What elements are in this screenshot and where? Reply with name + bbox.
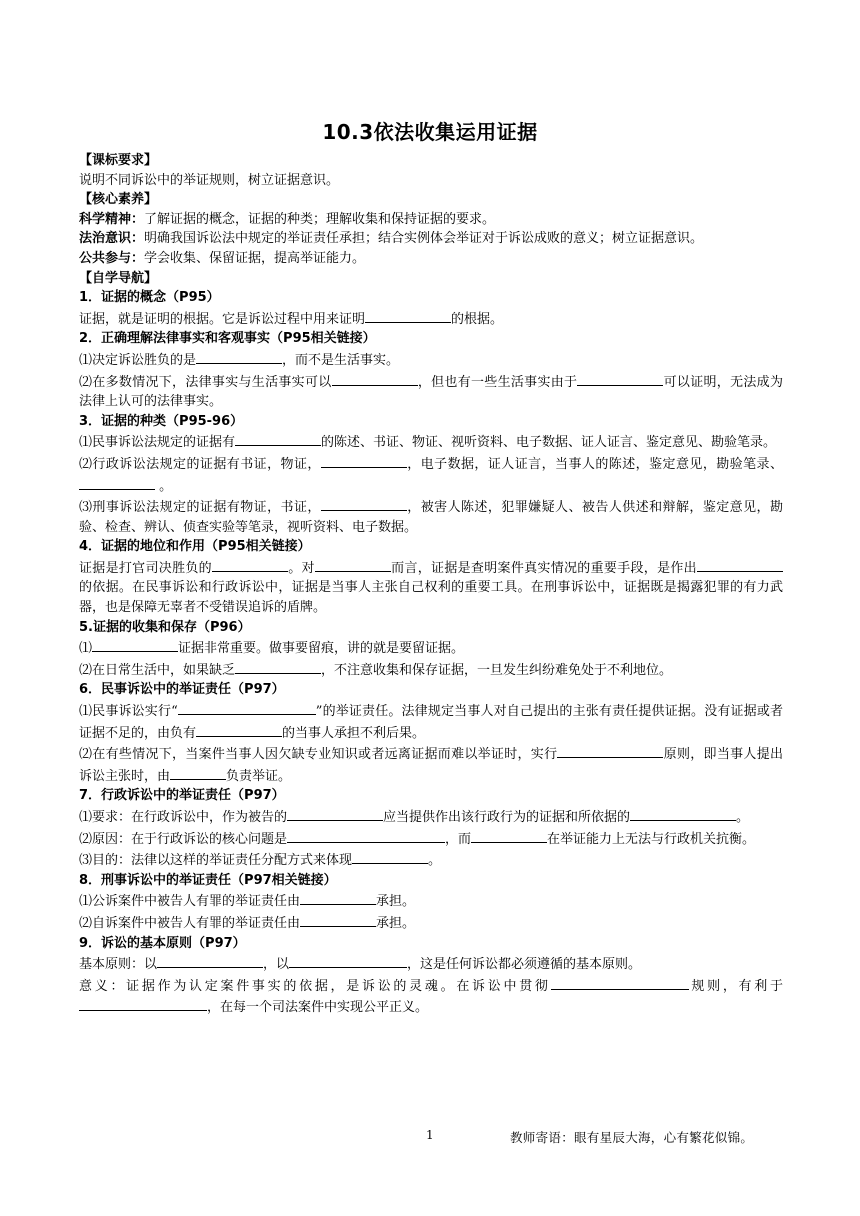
section-7-item-1 <box>79 806 783 828</box>
section-2-item-2 <box>79 371 783 412</box>
text-fragment: ⑴民事诉讼法规定的证据有 <box>79 435 236 451</box>
text-fragment: 。 <box>428 853 442 869</box>
text-fragment: 的根据。 <box>451 311 504 327</box>
section-5-title: 5.证据的收集和保存（P96） <box>79 619 251 635</box>
fill-blank[interactable] <box>157 953 263 968</box>
section-5-item-2 <box>79 659 783 681</box>
text-fragment: 负责举证。 <box>226 768 292 784</box>
page-title: 10.3依法收集运用证据 <box>322 120 538 144</box>
text-fragment: ⑴决定诉讼胜负的是 <box>79 352 197 368</box>
text-fragment: 原则，即当事人提出诉讼主张时，由 <box>79 747 783 784</box>
text-fragment: ⑴民事诉讼实行“ <box>79 704 178 720</box>
fill-blank[interactable] <box>315 557 391 572</box>
fill-blank[interactable] <box>79 475 155 490</box>
fill-blank[interactable] <box>697 557 783 572</box>
section-2-item-1 <box>79 349 783 371</box>
text-fragment: 证据，就是证明的根据。它是诉讼过程中用来证明 <box>79 311 366 327</box>
section-8-item-2 <box>79 912 783 934</box>
text-fragment: 规则，有利于 <box>688 978 783 994</box>
section-6-item-2 <box>79 743 783 786</box>
fill-blank[interactable] <box>289 953 407 968</box>
fill-blank[interactable] <box>300 912 376 927</box>
ggcy-text: 学会收集、保留证据，提高举证能力。 <box>144 250 366 266</box>
text-fragment: ⑵原因：在于行政诉讼的核心问题是 <box>79 831 288 847</box>
text-fragment: ⑵在日常生活中，如果缺乏 <box>79 662 236 678</box>
section-9-item-1 <box>79 953 783 975</box>
text-fragment: ”的举证责任。法律规定当事人对自己提出的主张有责任提供证据。没有证据或者证据不足的，由负有 <box>79 704 783 741</box>
fzys-text: 明确我国诉讼法中规定的举证责任承担；结合实例体会举证对于诉讼成败的意义；树立证据意识。 <box>144 231 704 247</box>
section-2-title: 2．正确理解法律事实和客观事实（P95相关链接） <box>79 331 376 347</box>
fill-blank[interactable] <box>365 308 451 323</box>
document-body <box>79 151 783 1018</box>
text-fragment: ⑴公诉案件中被告人有罪的举证责任由 <box>79 894 301 910</box>
text-fragment: 承担。 <box>376 915 416 931</box>
text-fragment: 应当提供作出该行政行为的证据和所依据的 <box>383 810 631 825</box>
fill-blank[interactable] <box>287 806 383 821</box>
text-fragment: 。 <box>159 478 173 494</box>
fill-blank[interactable] <box>551 975 689 990</box>
text-fragment: 承担。 <box>376 894 416 910</box>
hexin-heading: 【核心素养】 <box>79 192 158 208</box>
fill-blank[interactable] <box>79 996 207 1011</box>
text-fragment: 而言，证据是查明案件真实情况的重要手段，是作出 <box>390 560 697 576</box>
fill-blank[interactable] <box>196 722 282 737</box>
text-fragment: 。对 <box>287 560 315 576</box>
text-fragment: ⑴要求：在行政诉讼中，作为被告的 <box>79 810 288 825</box>
text-fragment: ⑵自诉案件中被告人有罪的举证责任由 <box>79 915 301 931</box>
section-6-title: 6．民事诉讼中的举证责任（P97） <box>79 682 285 698</box>
section-3-item-3 <box>79 496 783 537</box>
text-fragment: 证据是打官司决胜负的 <box>79 560 212 576</box>
text-fragment: ⑴ <box>79 641 93 657</box>
section-8-item-1 <box>79 890 783 912</box>
text-fragment: ，而 <box>445 831 472 847</box>
fill-blank[interactable] <box>212 557 288 572</box>
section-7-item-2 <box>79 828 783 850</box>
text-fragment: ，被害人陈述，犯罪嫌疑人、被告人供述和辩解，鉴定意见，勘验、检查、辨认、侦查实验等笔录，视听资料、电子数据。 <box>79 500 783 535</box>
section-4-title: 4．证据的地位和作用（P95相关链接） <box>79 539 311 555</box>
text-fragment: ⑶刑事诉讼法规定的证据有物证，书证， <box>79 500 321 516</box>
text-fragment: ，而不是生活事实。 <box>282 352 400 368</box>
text-fragment: ⑶目的：法律以这样的举证责任分配方式来体现 <box>79 853 353 869</box>
fill-blank[interactable] <box>471 828 547 843</box>
text-fragment: ，但也有一些生活事实由于 <box>417 374 578 390</box>
fill-blank[interactable] <box>321 496 407 511</box>
section-4-text <box>79 557 783 618</box>
footer-quote: 教师寄语：眼有星辰大海，心有繁花似锦。 <box>510 1130 754 1145</box>
text-fragment: 的陈述、书证、物证、视听资料、电子数据、证人证言、鉴定意见、勘验笔录。 <box>321 435 777 451</box>
zixue-heading: 【自学导航】 <box>79 270 158 286</box>
fill-blank[interactable] <box>321 453 407 468</box>
fill-blank[interactable] <box>235 659 321 674</box>
text-fragment: ⑵在有些情况下，当案件当事人因欠缺专业知识或者远离证据而难以举证时，实行 <box>79 747 558 763</box>
fill-blank[interactable] <box>557 743 663 758</box>
fill-blank[interactable] <box>577 371 663 386</box>
fill-blank[interactable] <box>235 431 321 446</box>
kxjs-paragraph <box>79 210 783 230</box>
text-fragment: 意义：证据作为认定案件事实的依据，是诉讼的灵魂。在诉讼中贯彻 <box>79 978 551 994</box>
text-fragment: 证据非常重要。做事要留痕，讲的就是要留证据。 <box>178 641 465 657</box>
ggcy-label: 公共参与： <box>79 250 145 266</box>
text-fragment: 在举证能力上无法与行政机关抗衡。 <box>547 831 756 847</box>
section-1-text <box>79 308 783 330</box>
section-8-title: 8．刑事诉讼中的举证责任（P97相关链接） <box>79 872 337 888</box>
section-9-item-2 <box>79 975 783 1018</box>
fill-blank[interactable] <box>287 828 445 843</box>
section-5-item-1 <box>79 637 783 659</box>
text-fragment: ，以 <box>263 957 290 973</box>
fill-blank[interactable] <box>630 806 736 821</box>
text-fragment: 可以证明，无法成为法律上认可的法律事实。 <box>79 374 783 410</box>
fill-blank[interactable] <box>300 890 376 905</box>
section-7-title: 7．行政诉讼中的举证责任（P97） <box>79 788 285 804</box>
kebiao-text: 说明不同诉讼中的举证规则，树立证据意识。 <box>79 172 340 188</box>
text-fragment: ⑵在多数情况下，法律事实与生活事实可以 <box>79 374 332 390</box>
text-fragment: ，这是任何诉讼都必须遵循的基本原则。 <box>407 957 642 973</box>
ggcy-paragraph <box>79 249 783 269</box>
section-6-item-1 <box>79 700 783 743</box>
fill-blank[interactable] <box>170 765 226 780</box>
section-1-title: 1．证据的概念（P95） <box>79 290 220 306</box>
fill-blank[interactable] <box>352 849 428 864</box>
kxjs-label: 科学精神： <box>79 211 145 227</box>
fill-blank[interactable] <box>332 371 418 386</box>
text-fragment: ，电子数据，证人证言，当事人的陈述，鉴定意见，勘验笔录、 <box>406 456 783 472</box>
fzys-paragraph <box>79 229 783 249</box>
kxjs-text: 了解证据的概念，证据的种类；理解收集和保持证据的要求。 <box>144 211 496 227</box>
kebiao-heading: 【课标要求】 <box>79 153 158 168</box>
section-3-item-1 <box>79 431 783 453</box>
fill-blank[interactable] <box>178 700 316 715</box>
text-fragment: 。 <box>736 810 750 825</box>
section-9-title: 9．诉讼的基本原则（P97） <box>79 935 246 951</box>
fill-blank[interactable] <box>196 349 282 364</box>
text-fragment: 基本原则：以 <box>79 957 158 973</box>
text-fragment: ，不注意收集和保存证据，一旦发生纠纷难免处于不利地位。 <box>321 662 673 678</box>
fzys-label: 法治意识： <box>79 231 145 247</box>
text-fragment: ⑵行政诉讼法规定的证据有书证，物证， <box>79 456 321 472</box>
text-fragment: ，在每一个司法案件中实现公平正义。 <box>207 1000 429 1016</box>
text-fragment: 的依据。在民事诉讼和行政诉讼中，证据是当事人主张自己权利的重要工具。在刑事诉讼中，证据既是揭露犯罪的有力武器，也是保障无辜者不受错误追诉的盾牌。 <box>79 580 783 616</box>
page-number: 1 <box>426 1128 434 1142</box>
section-7-item-3 <box>79 849 783 871</box>
text-fragment: 的当事人承担不利后果。 <box>282 725 426 741</box>
section-3-item-2 <box>79 453 783 496</box>
fill-blank[interactable] <box>92 637 178 652</box>
section-3-title: 3．证据的种类（P95-96） <box>79 413 244 429</box>
